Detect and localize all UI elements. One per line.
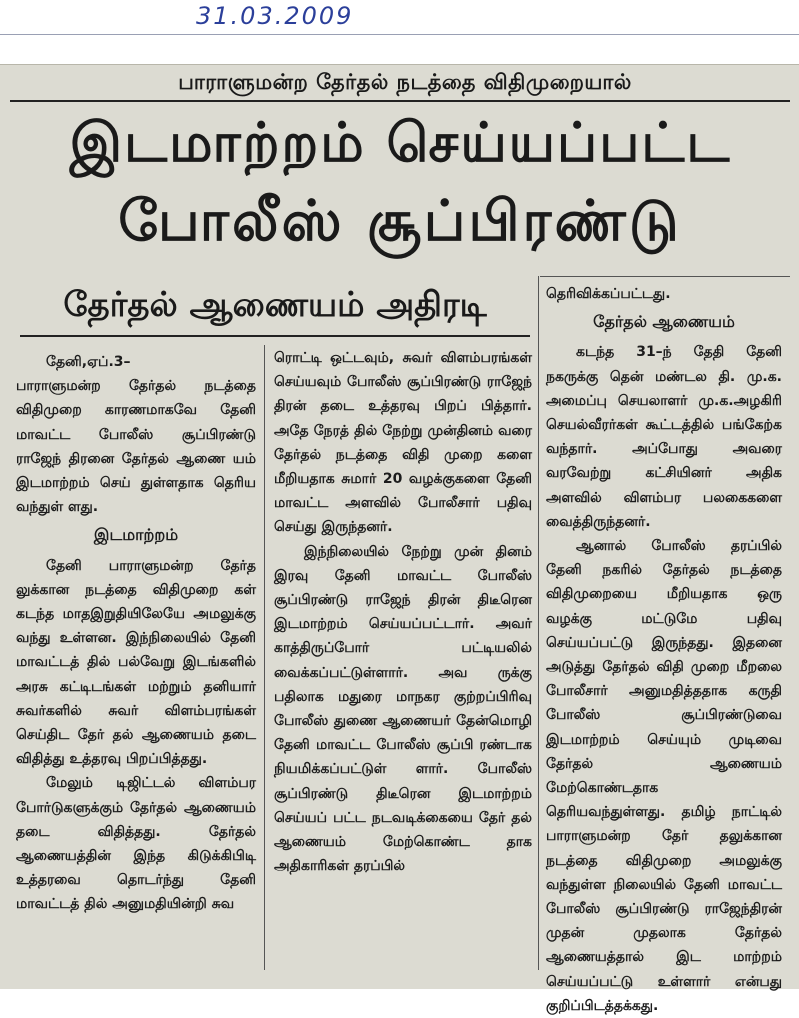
column3-paragraph-2: ஆனால் போலீஸ் தரப்பில் தேனி நகரில் தேர்தல் நடத்தை விதிமுறையை மீறியதாக ஒரு வழக்கு மட்டுமே பதிவு செய்யப்பட்டு இருந்தது. இதனை அடுத்து தேர்தல் விதி முறை மீறலை போலீசார் அனுமதித்ததாக கருதி போலீஸ் சூப்பிரண்டுவை இடமாற்றம் செய்யும் முடிவை தேர்தல் ஆணையம் மேற்கொண்டதாக தெரியவந்துள்ளது. தமிழ் நாட்டில் பாராளுமன்ற தேர் தலுக்கான நடத்தை விதிமுறை அமலுக்கு வந்துள்ள நிலையில் தேனி மாவட்ட போலீஸ் சூப்பிரண்டு ராஜேந்திரன் முதன் முதலாக தேர்தல் ஆணையத்தால் இட மாற்றம் செய்யப்பட்டு உள்ளார் என்பது குறிப்பிடத்தக்கது. xyxy=(546,538,782,1014)
dateline: தேனி,ஏப்.3– xyxy=(46,354,131,370)
column2-paragraph-2: இந்நிலையில் நேற்று முன் தினம் இரவு தேனி மாவட்ட போலீஸ் சூப்பிரண்டு ராஜேந் திரன் திடீரென இடமாற்றம் செய்யப்பட்டார். அவர் காத்திருப்போர் பட்டியலில் வைக்கப்பட்டுள்ளார். அவ ருக்கு பதிலாக மதுரை மாநகர குற்றப்பிரிவு போலீஸ் துணை ஆணையர் தேன்மொழி தேனி மாவட்ட போலீஸ் சூப்பி ரண்டாக நியமிக்கப்பட்டுள் ளார். போலீஸ் சூப்பிரண்டு திடீரென இடமாற்றம் செய்யப் பட்ட நடவடிக்கையை தேர் தல் ஆணையம் மேற்கொண்ட தாக அதிகாரிகள் தரப்பில் xyxy=(274,543,532,875)
headline-line-1: இடமாற்றம் செய்யப்பட்ட xyxy=(69,111,732,174)
kicker-rule xyxy=(10,100,790,102)
column2-paragraph-1: ரொட்டி ஒட்டவும், சுவர் விளம்பரங்கள் செய்யவும் போலீஸ் சூப்பிரண்டு ராஜேந் திரன் தடை உத்தரவு பிறப் பித்தார். அதே நேரத் தில் நேற்று முன்தினம் வரை தேர்தல் நடத்தை விதி முறை களை மீறியதாக சுமார் 20 வழக்குகளை தேனி மாவட்ட அளவில் போலீசார் பதிவு செய்து இருந்தனர். xyxy=(274,350,532,536)
column1-paragraph-3: மேலும் டிஜிட்டல் விளம்பர போர்டுகளுக்கும் தேர்தல் ஆணையம் தடை விதித்தது. தேர்தல் ஆணையத்தின் இந்த கிடுக்கிபிடி உத்தரவை தொடர்ந்து தேனி மாவட்டத் தில் அனுமதியின்றி சுவ xyxy=(16,775,256,913)
column3-top-rule xyxy=(540,276,790,277)
column1-subhead: இடமாற்றம் xyxy=(93,525,179,545)
column1-paragraph-1: பாராளுமன்ற தேர்தல் நடத்தை விதிமுறை காரணமாகவே தேனி மாவட்ட போலீஸ் சூப்பிரண்டு ராஜேந் திரனை தேர்தல் ஆணை யம் இடமாற்றம் செய் துள்ளதாக தெரிய வந்துள் ளது. xyxy=(16,378,256,516)
notebook-ruled-line xyxy=(0,34,799,35)
article-column-1 xyxy=(16,350,256,917)
kicker-line: பாராளுமன்ற தேர்தல் நடத்தை விதிமுறையால் xyxy=(178,70,632,94)
column-divider-1 xyxy=(264,345,265,970)
handwritten-date: 31.03.2009 xyxy=(196,2,354,30)
headline-line-2: போலீஸ் சூப்பிரண்டு xyxy=(118,189,682,254)
subheadline-rule xyxy=(20,335,530,337)
subheadline: தேர்தல் ஆணையம் அதிரடி xyxy=(63,285,487,325)
column3-paragraph-1: கடந்த 31–ந் தேதி தேனி நகருக்கு தென் மண்டல தி. மு.க. அமைப்பு செயலாளர் மு.க.அழகிரி செயல்வீரர்கள் கூட்டத்தில் பங்கேற்க வந்தார். அப்போது அவரை வரவேற்று கட்சியினர் அதிக அளவில் விளம்பர பலகைகளை வைத்திருந்தனர். xyxy=(546,344,782,530)
column3-lead-line: தெரிவிக்கப்பட்டது. xyxy=(546,286,671,302)
article-column-3 xyxy=(546,282,782,1018)
column-divider-2 xyxy=(538,276,539,970)
article-column-2 xyxy=(274,346,532,878)
column3-subhead: தேர்தல் ஆணையம் xyxy=(593,312,735,332)
column1-paragraph-2: தேனி பாராளுமன்ற தேர்த லுக்கான நடத்தை விதிமுறை கள் கடந்த மாதஇறுதியிலேயே அமலுக்கு வந்து உள்ளன. இந்நிலையில் தேனி மாவட்டத் தில் பல்வேறு இடங்களில் அரசு கட்டிடங்கள் மற்றும் தனியார் சுவர்களில் சுவர் விளம்பரங்கள் செய்திட தேர் தல் ஆணையம் தடை விதித்து உத்தரவு பிறப்பித்தது. xyxy=(16,557,256,768)
